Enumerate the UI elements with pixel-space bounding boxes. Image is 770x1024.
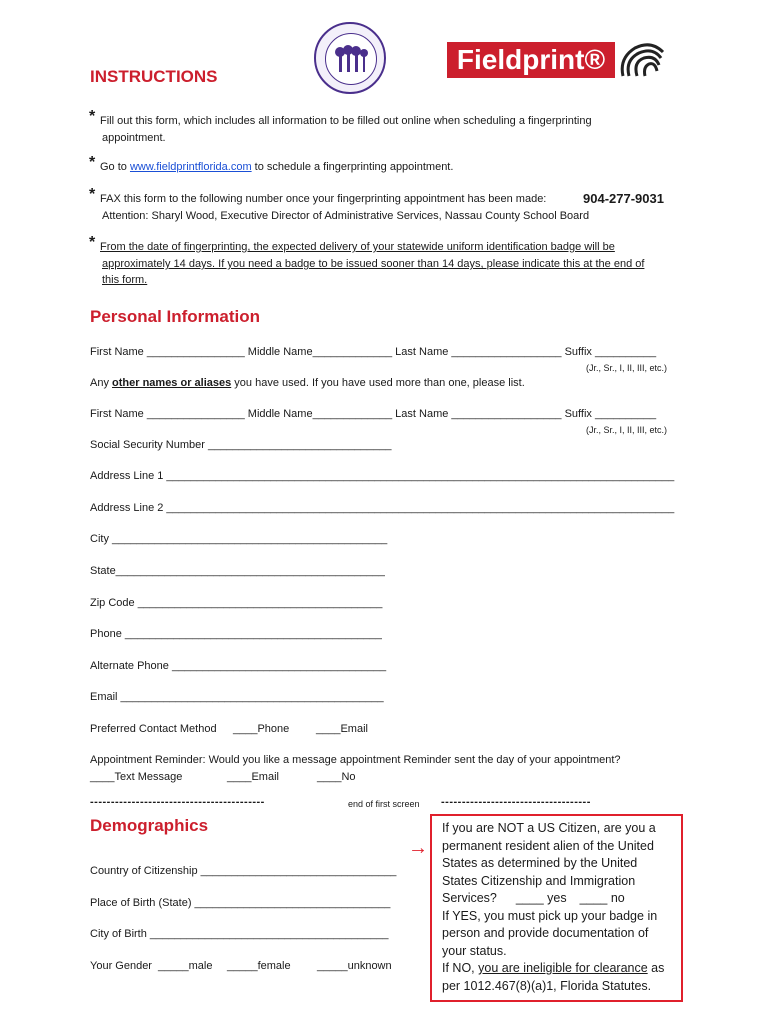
city-field[interactable]: City _____________________________________________	[90, 533, 388, 545]
address-line-2-field[interactable]: Address Line 2 ___________________________________________________________________________________	[90, 502, 675, 514]
reminder-email-option[interactable]: ____Email	[227, 771, 279, 783]
notice-line: permanent resident alien of the United	[442, 838, 654, 853]
fingerprint-icon	[617, 40, 671, 80]
instruction-2	[100, 161, 453, 173]
instruction-3-attention: Attention: Sharyl Wood, Executive Director of Administrative Services, Nassau County School Board	[102, 210, 590, 222]
seal-inner-ring	[325, 33, 377, 85]
bullet-star: *	[89, 154, 96, 171]
aliases-post: you have used. If you have used more than one, please list.	[231, 377, 525, 389]
aliases-pre: Any	[90, 377, 113, 389]
personal-info-heading: Personal Information	[90, 307, 261, 326]
name-row-2[interactable]: First Name ________________ Middle Name_____________ Last Name __________________ Suffix __________	[90, 408, 657, 420]
right-arrow-icon: →	[408, 837, 428, 859]
contact-phone-option[interactable]: ____Phone	[233, 723, 290, 735]
bullet-star: *	[89, 186, 96, 203]
divider-left: ------------------------------------------	[90, 796, 265, 808]
bullet-star: *	[89, 234, 96, 251]
notice-if-no: If NO,	[442, 961, 479, 975]
instructions-heading: INSTRUCTIONS	[90, 67, 218, 86]
suffix-hint-2: (Jr., Sr., I, II, III, etc.)	[586, 425, 668, 435]
instruction-1-line-2: appointment.	[102, 132, 166, 144]
gender-unknown-option[interactable]: _____unknown	[317, 960, 392, 972]
school-district-seal-icon	[314, 22, 386, 94]
reminder-no-option[interactable]: ____No	[317, 771, 356, 783]
phone-field[interactable]: Phone __________________________________________	[90, 628, 382, 640]
palm-trees-icon	[326, 34, 376, 84]
ssn-field[interactable]: Social Security Number ______________________________	[90, 439, 392, 451]
instruction-2-pre: Go to	[100, 161, 130, 173]
address-line-1-field[interactable]: Address Line 1 ___________________________________________________________________________________	[90, 470, 675, 482]
notice-line: your status.	[442, 943, 507, 958]
instruction-3: FAX this form to the following number once your fingerprinting appointment has been made:	[100, 193, 547, 205]
preferred-contact-label: Preferred Contact Method	[90, 723, 217, 735]
notice-as: as	[647, 961, 665, 975]
divider-right: ------------------------------------	[441, 796, 591, 808]
state-field[interactable]: State____________________________________________	[90, 565, 385, 577]
fieldprint-logo-text: Fieldprint®	[456, 44, 606, 75]
instruction-2-post: to schedule a fingerprinting appointment.	[251, 161, 454, 173]
name-row-1[interactable]: First Name ________________ Middle Name_____________ Last Name __________________ Suffix __________	[90, 346, 657, 358]
notice-line: person and provide documentation of	[442, 926, 649, 940]
aliases-bold: other names or aliases	[112, 377, 232, 389]
suffix-hint-1: (Jr., Sr., I, II, III, etc.)	[586, 363, 668, 373]
reminder-text-option[interactable]: ____Text Message	[90, 771, 183, 783]
alternate-phone-field[interactable]: Alternate Phone ___________________________________	[90, 660, 387, 672]
city-of-birth-field[interactable]: City of Birth _______________________________________	[90, 928, 389, 940]
fax-number: 904-277-9031	[583, 191, 664, 206]
instruction-4-line-1: From the date of fingerprinting, the expected delivery of your statewide uniform identification badge will be	[100, 241, 615, 253]
demographics-heading: Demographics	[90, 816, 209, 835]
email-field[interactable]: Email ___________________________________________	[90, 691, 384, 703]
notice-line: per 1012.467(8)(a)1, Florida Statutes.	[442, 978, 652, 993]
instruction-4-line-2: approximately 14 days. If you need a badge to be issued sooner than 14 days, please indicate this at the end of	[102, 258, 645, 270]
notice-yes-option[interactable]: ____ yes	[515, 891, 567, 905]
gender-male-option[interactable]: _____male	[158, 960, 213, 972]
end-of-first-screen-label: end of first screen	[348, 799, 420, 809]
reminder-question: Appointment Reminder: Would you like a message appointment Reminder sent the day of your appointment?	[90, 754, 621, 766]
fieldprint-logo	[447, 42, 615, 78]
notice-line: States as determined by the United	[442, 856, 638, 870]
bullet-star: *	[89, 108, 96, 125]
zip-code-field[interactable]: Zip Code ________________________________________	[90, 597, 383, 609]
instruction-4-line-3: this form.	[102, 274, 148, 286]
notice-line: States Citizenship and Immigration	[442, 873, 636, 888]
citizenship-notice-text	[442, 820, 674, 995]
fieldprint-link[interactable]: www.fieldprintflorida.com	[129, 161, 252, 173]
gender-label: Your Gender	[90, 960, 152, 972]
notice-services-row	[442, 890, 674, 908]
country-of-citizenship-field[interactable]: Country of Citizenship ________________________________	[90, 865, 397, 877]
instruction-1-line-1: Fill out this form, which includes all information to be filled out online when scheduling a fingerprinting	[100, 115, 592, 127]
notice-line: If YES, you must pick up your badge in	[442, 908, 658, 923]
notice-line: If you are NOT a US Citizen, are you a	[442, 821, 656, 835]
contact-email-option[interactable]: ____Email	[316, 723, 368, 735]
place-of-birth-field[interactable]: Place of Birth (State) ________________________________	[90, 897, 391, 909]
gender-female-option[interactable]: _____female	[227, 960, 291, 972]
notice-services-label: Services?	[442, 891, 497, 905]
notice-no-option[interactable]: ____ no	[579, 891, 625, 905]
notice-ineligible-row	[442, 960, 674, 978]
aliases-prompt	[90, 377, 525, 389]
notice-ineligible-text: you are ineligible for clearance	[478, 961, 648, 975]
